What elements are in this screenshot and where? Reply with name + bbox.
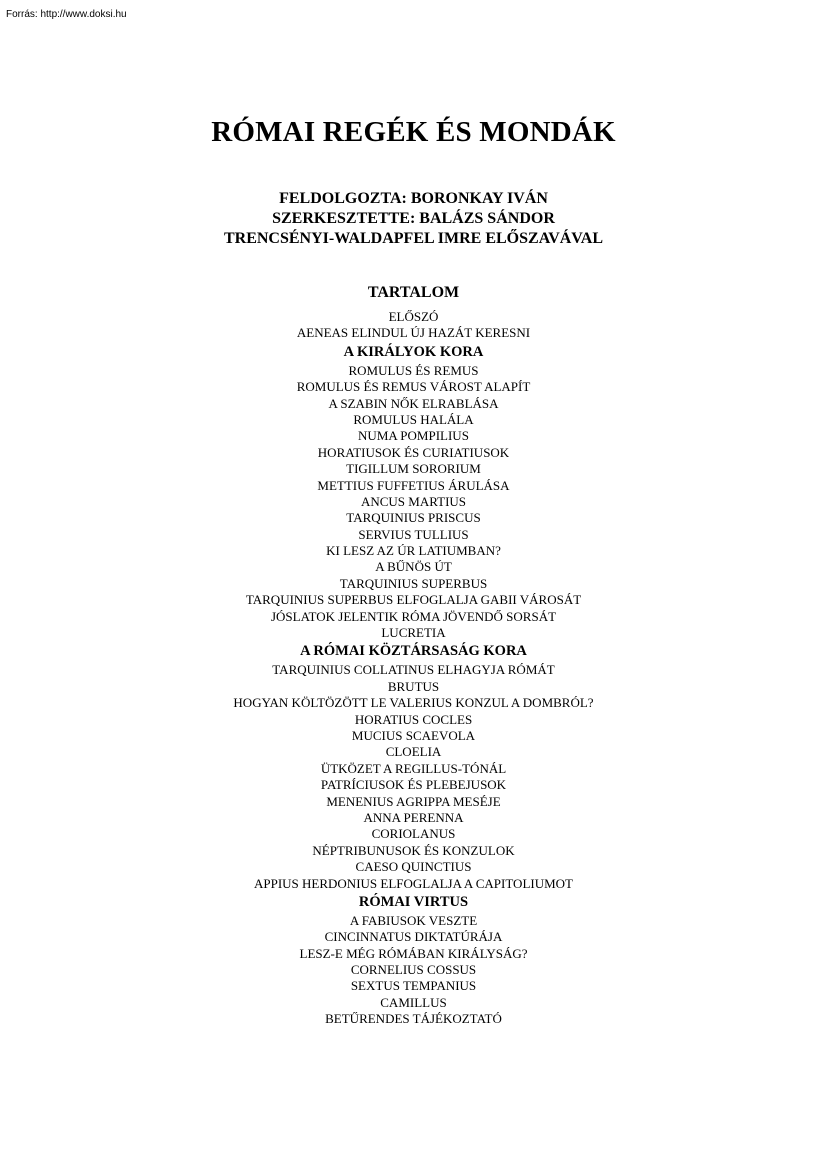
toc-entry: PATRÍCIUSOK ÉS PLEBEJUSOK: [320, 777, 507, 793]
toc-entry: CINCINNATUS DIKTATÚRÁJA: [324, 929, 503, 945]
credit-foreword: TRENCSÉNYI-WALDAPFEL IMRE ELŐSZAVÁVAL: [223, 230, 604, 247]
toc-heading: TARTALOM: [367, 284, 460, 301]
credit-editor-adaptation: FELDOLGOZTA: BORONKAY IVÁN: [279, 190, 548, 207]
toc-entry: METTIUS FUFFETIUS ÁRULÁSA: [317, 477, 510, 493]
toc-entry: HORATIUSOK ÉS CURIATIUSOK: [317, 444, 510, 460]
toc-entry: ANNA PERENNA: [363, 809, 464, 825]
toc-entry: CAMILLUS: [380, 994, 447, 1010]
toc-entry: TARQUINIUS COLLATINUS ELHAGYJA RÓMÁT: [272, 662, 555, 678]
toc-entry: TIGILLUM SORORIUM: [346, 461, 481, 477]
credit-editor: SZERKESZTETTE: BALÁZS SÁNDOR: [272, 210, 555, 227]
toc-entry: APPIUS HERDONIUS ELFOGLALJA A CAPITOLIUMOT: [253, 875, 573, 891]
toc-entry: ROMULUS ÉS REMUS VÁROST ALAPÍT: [296, 379, 531, 395]
toc-entry: HOGYAN KÖLTÖZÖTT LE VALERIUS KONZUL A DOMBRÓL?: [233, 695, 594, 711]
toc-entry: ROMULUS HALÁLA: [353, 411, 474, 427]
toc-entry: AENEAS ELINDUL ÚJ HAZÁT KERESNI: [296, 325, 531, 341]
credits-block: [0, 189, 827, 249]
toc-entry: LESZ-E MÉG RÓMÁBAN KIRÁLYSÁG?: [299, 945, 528, 961]
toc-entry: CORIOLANUS: [371, 826, 456, 842]
toc-section-heading: A RÓMAI KÖZTÁRSASÁG KORA: [300, 643, 527, 660]
toc-entry: JÓSLATOK JELENTIK RÓMA JÖVENDŐ SORSÁT: [270, 608, 557, 624]
toc-entry: ANCUS MARTIUS: [360, 493, 467, 509]
toc-entry: A SZABIN NŐK ELRABLÁSA: [328, 395, 499, 411]
toc-entry: TARQUINIUS SUPERBUS ELFOGLALJA GABII VÁROSÁT: [245, 592, 582, 608]
toc-entry: A BŰNÖS ÚT: [375, 559, 452, 575]
source-note: Forrás: http://www.doksi.hu: [6, 9, 127, 20]
toc-entry: SEXTUS TEMPANIUS: [350, 978, 477, 994]
toc-entry: ELŐSZÓ: [388, 309, 439, 324]
toc-entry: LUCRETIA: [381, 625, 446, 641]
toc-entry: TARQUINIUS PRISCUS: [346, 510, 481, 526]
toc-entry: MENENIUS AGRIPPA MESÉJE: [326, 793, 501, 809]
toc-entry: CAESO QUINCTIUS: [355, 859, 472, 875]
toc-entry: NÉPTRIBUNUSOK ÉS KONZULOK: [312, 842, 515, 858]
table-of-contents: [0, 283, 827, 1028]
toc-entry: NUMA POMPILIUS: [358, 428, 469, 444]
page-title: RÓMAI REGÉK ÉS MONDÁK: [211, 116, 616, 148]
toc-entry: CORNELIUS COSSUS: [350, 962, 477, 978]
toc-entry: MUCIUS SCAEVOLA: [351, 727, 476, 743]
toc-list: [0, 309, 827, 1028]
toc-entry: A FABIUSOK VESZTE: [349, 912, 478, 928]
toc-entry: KI LESZ AZ ÚR LATIUMBAN?: [326, 543, 501, 559]
toc-entry: BETŰRENDES TÁJÉKOZTATÓ: [325, 1011, 502, 1027]
toc-entry: CLOELIA: [385, 744, 442, 760]
toc-entry: ÜTKÖZET A REGILLUS-TÓNÁL: [320, 760, 507, 776]
toc-entry: HORATIUS COCLES: [354, 711, 473, 727]
toc-entry: SERVIUS TULLIUS: [358, 526, 469, 542]
toc-entry: ROMULUS ÉS REMUS: [348, 362, 479, 378]
toc-entry: TARQUINIUS SUPERBUS: [339, 575, 488, 591]
toc-entry: BRUTUS: [387, 678, 440, 694]
toc-section-heading: RÓMAI VIRTUS: [358, 893, 469, 910]
toc-section-heading: A KIRÁLYOK KORA: [343, 343, 484, 360]
